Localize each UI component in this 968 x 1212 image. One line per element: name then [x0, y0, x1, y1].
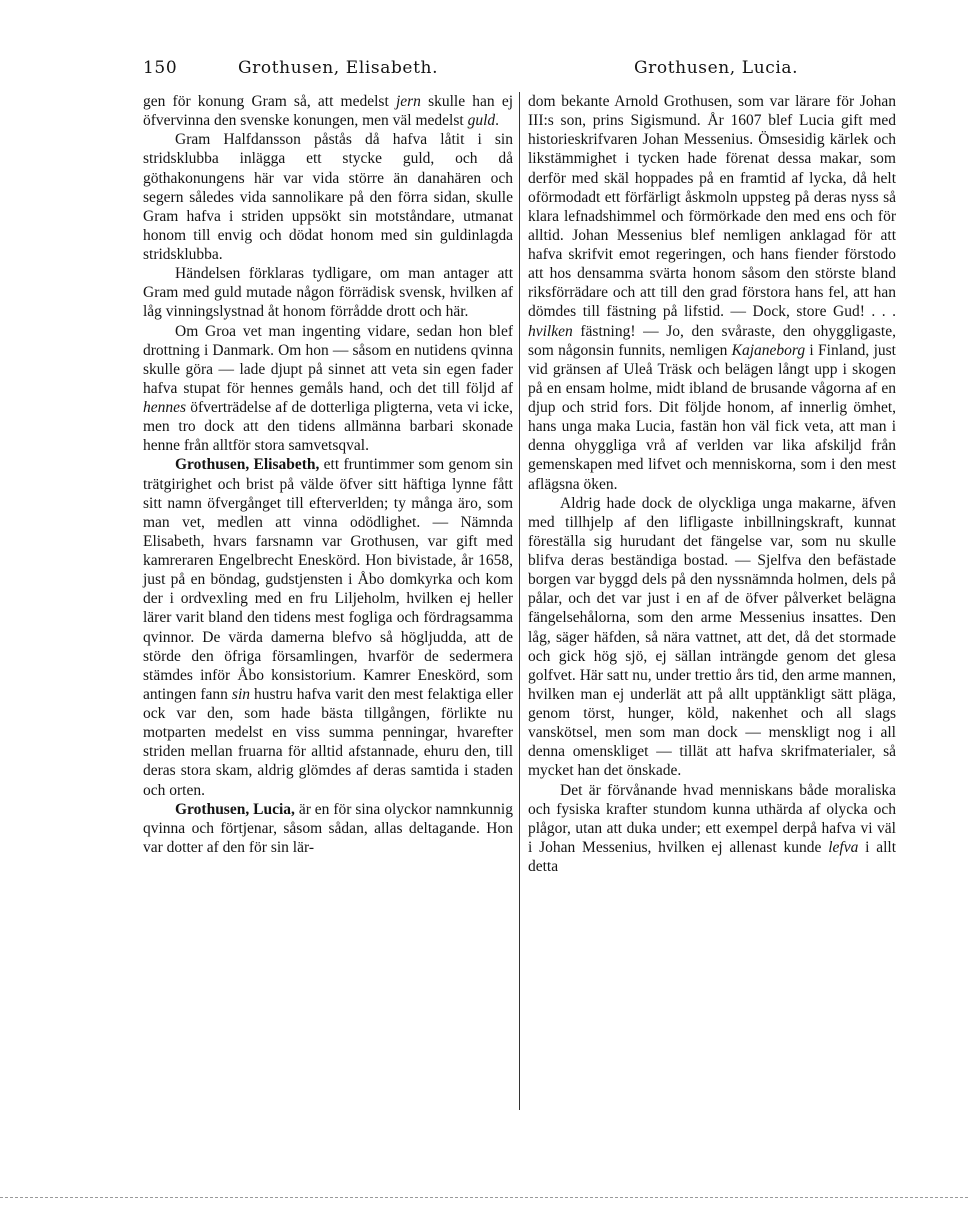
paragraph-lucia-continued: dom bekante Arnold Grothusen, som var lärare för Johan III:s son, prins Sigismund. År 1607 blef Lucia gift med historieskrifvaren Johan Messenius. Ömsesidig kärlek och likstämmighet i tycken hade förenat dessa makar, som derför med skäl hoppades på en framtid af lycka, då helt oförmodadt ett förfärligt åskmoln uppsteg på deras nyss så klara lefnadshimmel och förmörkade den med ens och för alltid. Johan Messenius blef nemligen anklagad för att hafva skrifvit emot regeringen, och hans fiender förstodo att hos densamma svärta honom såsom den störste bland riksförrädare och att till den grad förstora hans fel, att han dömdes till fästning på lifstid. — Dock, store Gud! . . . hvilken fästning! — Jo, den svåraste, den ohyggligaste, som någonsin funnits, nemligen Kajaneborg i Finland, just vid gränsen af Uleå Träsk och belägen långt upp i skogen på en ensam holme, midt ibland de brusande vågorna af en djup och strid fors. Dit följde honom, af innerlig ömhet, hans unga maka Lucia, fastän hon väl fick veta, att man i denna ohyggliga vrå af verlden var lika afskiljd från gemenskapen med lifvet och menniskorna, som i den mest aflägsna öken.: [528, 93, 896, 493]
paragraph-aldrig: Aldrig hade dock de olyckliga unga makarne, äfven med tillhjelp af den lifligaste inbillningskraft, kunnat föreställa sig hurudant det fängelse var, som nu skulle blifva deras beständiga bostad. — Sjelfva den befästade borgen var byggd dels på den nyssnämnda holmen, dels på pålar, och det var just i en af de öfver pålverket belägna fängelsehålorna, som den arme Messenius insattes. Den låg, säger häfden, så nära vattnet, att det, då det stormade och gick hög sjö, ej sällan inträngde genom det glesa golfvet. Här satt nu, under trettio års tid, den arme mannen, hvilken man ej underlät att på allt upptänkligt sätt pläga, genom törst, hunger, köld, nakenhet och all slags vanskötsel, men som man dock — menskligt nog i all denna omenskliget — tillät att hafva skrifmaterialer, så mycket han det önskade.: [528, 494, 896, 780]
entry-grothusen-lucia: Grothusen, Lucia, är en för sina olyckor namnkunnig qvinna och förtjenar, såsom sådan, allas deltagande. Hon var dotter af den för sin lär-: [143, 800, 513, 856]
running-header: [143, 58, 843, 84]
scan-bottom-edge: [0, 1197, 968, 1198]
paragraph-groa: Om Groa vet man ingenting vidare, sedan hon blef drottning i Danmark. Om hon — såsom en nutidens qvinna skulle göra — lade djupt på sinnet att veta sin egen fader hafva stupat för hennes gemåls hand, och det till följd af hennes öfverträdelse af de dotterliga pligterna, veta vi icke, men tro dock att den tidens allmänna barbari skonade henne från alltför stora samvetsqval.: [143, 322, 513, 455]
entry-headword: Grothusen, Lucia,: [175, 800, 295, 818]
paragraph-gram-continued: gen för konung Gram så, att medelst jern skulle han ej öfvervinna den svenske konungen, men väl medelst guld.: [143, 93, 514, 130]
entry-headword: Grothusen, Elisabeth,: [175, 456, 320, 474]
paragraph-handelsen: Händelsen förklaras tydligare, om man antager att Gram med guld mutade någon förrädisk svensk, hvilken af låg vinningslystnad åt honom förrådde drott och här.: [143, 265, 513, 321]
column-divider: [519, 92, 520, 1110]
page-number: 150: [143, 58, 178, 78]
paragraph-forvanande: Det är förvånande hvad menniskans både moraliska och fysiska krafter stundom kunna uthärda af olycka och plågor, utan att duka under; ett exempel derpå hafva vi väl i Johan Messenius, hvilken ej allenast kunde lefva i allt detta: [528, 781, 897, 875]
entry-grothusen-elisabeth: Grothusen, Elisabeth, ett fruntimmer som genom sin trätgirighet och brist på välde öfver sitt häftiga lynne fått sitt namn öfvergånget till efterverlden; ty många äro, som man vet, medlen att vinna odödlighet. — Nämnda Elisabeth, hvars farsnamn var Grothusen, var gift med kamreraren Engelbrecht Eneskörd. Hon bivistade, år 1658, just på en böndag, gudstjensten i Åbo domkyrka och kom der i ordvexling med en fru Liljeholm, hvilken ej heller lärer varit bland den tidens mest fogliga och fördragsamma qvinnor. De värda damerna blefvo så högljudda, att de störde den öfriga församlingen, hvarför de sedermera stämdes inför Åbo konsistorium. Kamrer Eneskörd, som antingen fann sin hustru hafva varit den mest felaktiga eller ock var den, som hade bästa tillgången, förlikte nu motparten medelst en viss summa penningar, hvarefter striden mellan fruarna för alltid afstannade, ehuru den, till deras stora skam, aldrig glömdes af deras samtida i staden och orten.: [143, 456, 513, 799]
right-column: [528, 92, 896, 876]
right-running-head: Grothusen, Lucia.: [634, 58, 799, 78]
left-running-head: Grothusen, Elisabeth.: [238, 58, 439, 78]
paragraph-gram-halfdansson: Gram Halfdansson påstås då hafva låtit i sin stridsklubba inlägga ett stycke guld, och då göthakonungens här var vida större än danahären och segern således vida sannolikare på den förra sidan, skulle Gram hafva i striden uppsökt sin motståndare, utmanat honom till envig och dödat honom med sin guldinlagda stridsklubba.: [143, 131, 513, 263]
left-column: [143, 92, 513, 857]
